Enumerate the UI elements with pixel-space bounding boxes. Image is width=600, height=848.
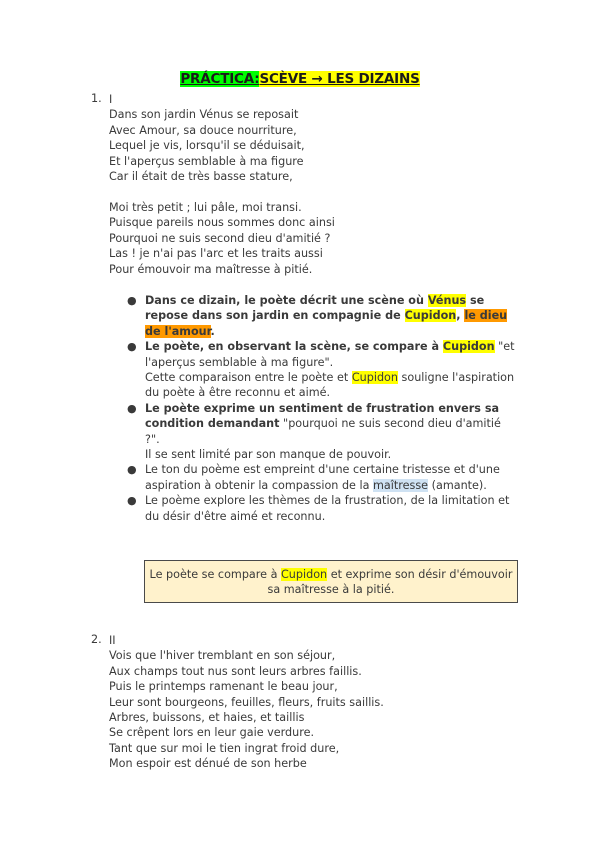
- poem-line: Tant que sur moi le tien ingrat froid dure,: [109, 741, 340, 755]
- poem-1-stanza-2: [109, 200, 335, 277]
- poem-line: Car il était de très basse stature,: [109, 170, 293, 184]
- bullet-icon: ●: [127, 494, 137, 508]
- title-topic: SCÈVE → LES DIZAINS: [259, 71, 420, 87]
- bullet-icon: ●: [127, 294, 137, 307]
- poem-1: [109, 92, 305, 184]
- poem-line: Pour émouvoir ma maîtresse à pitié.: [109, 262, 313, 276]
- list-item: ● Le poème explore les thèmes de la frustration, de la limitation et du désir d'être aimé et reconnu.: [127, 494, 510, 523]
- poem-line: Dans son jardin Vénus se reposait: [109, 108, 299, 122]
- poem-line: Mon espoir est dénué de son herbe: [109, 757, 307, 771]
- bullet-icon: ●: [127, 401, 137, 415]
- poem-line: Et l'aperçus semblable à ma figure: [109, 154, 304, 168]
- list-item: ● Le ton du poème est empreint d'une certaine tristesse et d'une aspiration à obtenir la compassion de la maîtresse (amante).: [127, 463, 500, 492]
- section-1-number: 1.: [91, 92, 102, 105]
- poem-line: Puis le printemps ramenant le beau jour,: [109, 680, 338, 694]
- list-item: ● Le poète, en observant la scène, se compare à Cupidon "et l'aperçus semblable à ma figure". Cette comparaison entre le poète et Cupidon souligne l'aspiration du poète à être reconnu et aimé.: [127, 340, 515, 400]
- highlight-venus: Vénus: [427, 294, 467, 307]
- poem-line: Leur sont bourgeons, feuilles, fleurs, fruits saillis.: [109, 695, 384, 709]
- list-item: ● Dans ce dizain, le poète décrit une scène où Vénus se repose dans son jardin en compagnie de Cupidon, le dieu de l'amour.: [127, 294, 508, 338]
- highlight-maitresse: maîtresse: [373, 478, 429, 492]
- page-title: [0, 70, 600, 88]
- highlight-cupidon: Cupidon: [351, 371, 398, 385]
- poem-2: [109, 633, 384, 772]
- poem-line: Se crêpent lors en leur gaie verdure.: [109, 726, 315, 740]
- highlight-dieu-amour: le dieu de l'amour: [145, 309, 508, 338]
- poem-1-heading: I: [109, 93, 113, 106]
- analysis-bullet-list: [126, 293, 516, 524]
- poem-line: Aux champs tout nus sont leurs arbres faillis.: [109, 664, 362, 678]
- bullet-icon: ●: [127, 340, 137, 354]
- poem-line: Vois que l'hiver tremblant en son séjour,: [109, 649, 336, 663]
- poem-2-heading: II: [109, 634, 116, 647]
- poem-line: Puisque pareils nous sommes donc ainsi: [109, 216, 335, 230]
- section-2-number: 2.: [91, 633, 102, 646]
- poem-line: Avec Amour, sa douce nourriture,: [109, 123, 297, 137]
- title-practica: PRÁCTICA:: [180, 71, 260, 87]
- summary-box: Le poète se compare à Cupidon et exprime son désir d'émouvoir sa maîtresse à la pitié.: [144, 560, 518, 603]
- bullet-icon: ●: [127, 463, 137, 477]
- list-item: ● Le poète exprime un sentiment de frustration envers sa condition demandant "pourquoi ne suis second dieu d'amitié ?". Il se sent limité par son manque de pouvoir.: [127, 401, 501, 462]
- highlight-cupidon: Cupidon: [280, 568, 328, 581]
- highlight-cupidon: Cupidon: [442, 340, 495, 354]
- poem-line: Arbres, buissons, et haies, et taillis: [109, 711, 305, 725]
- poem-line: Pourquoi ne suis second dieu d'amitié ?: [109, 231, 331, 245]
- poem-line: Lequel je vis, lorsqu'il se déduisait,: [109, 139, 305, 153]
- highlight-cupidon: Cupidon: [404, 309, 457, 323]
- poem-line: Las ! je n'ai pas l'arc et les traits aussi: [109, 247, 323, 261]
- poem-line: Moi très petit ; lui pâle, moi transi.: [109, 201, 302, 214]
